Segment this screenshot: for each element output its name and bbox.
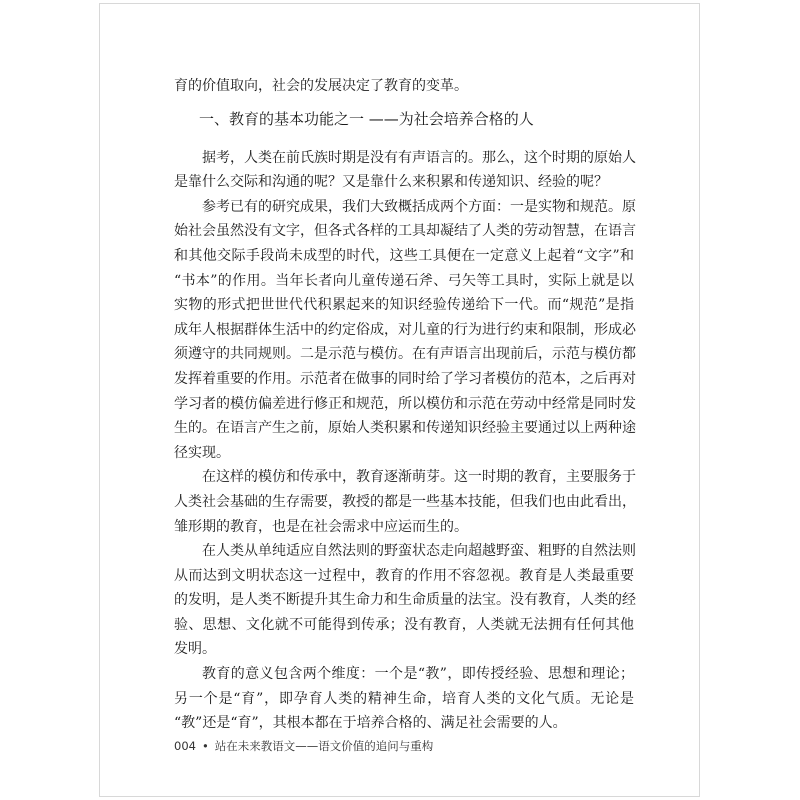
text-line: 径实现。 <box>174 444 230 461</box>
text-line: 学习者的模仿偏差进行修正和规范，所以模仿和示范在劳动中经常是同时发 <box>174 395 636 412</box>
text-line: 是靠什么交际和沟通的呢？又是靠什么来积累和传递知识、经验的呢？ <box>174 174 608 191</box>
text-line: 据考，人类在前氏族时期是没有有声语言的。那么，这个时期的原始人 <box>202 149 636 166</box>
text-line: 的发明，是人类不断提升其生命力和生命质量的法宝。没有教育，人类的经 <box>174 592 636 609</box>
text-line: 和其他交际手段尚未成型的时代，这些工具便在一定意义上起着“文字”和 <box>174 247 634 264</box>
text-line: 另一个是“育”，即孕育人类的精神生命，培育人类的文化气质。无论是 <box>174 690 634 707</box>
text-line: 在人类从单纯适应自然法则的野蛮状态走向超越野蛮、粗野的自然法则 <box>202 543 636 560</box>
text-line: “教”还是“育”，其根本都在于培养合格的、满足社会需要的人。 <box>174 715 567 732</box>
text-line: 发挥着重要的作用。示范者在做事的同时给了学习者模仿的范本，之后再对 <box>174 370 636 387</box>
running-book-title: 站在未来教语文——语文价值的追问与重构 <box>214 739 434 753</box>
text-line: 人类社会基础的生存需要，教授的都是一些基本技能，但我们也由此看出， <box>174 493 636 510</box>
text-line: 始社会虽然没有文字，但各式各样的工具却凝结了人类的劳动智慧，在语言 <box>174 223 636 240</box>
text-line: 验、思想、文化就不可能得到传承；没有教育，人类就无法拥有任何其他 <box>174 616 634 633</box>
text-line: 发明。 <box>174 641 216 658</box>
text-line: 生的。在语言产生之前，原始人类积累和传递知识经验主要通过以上两种途 <box>174 420 636 437</box>
text-line: 在这样的模仿和传承中，教育逐渐萌芽。这一时期的教育，主要服务于 <box>202 469 636 486</box>
book-page <box>99 3 700 797</box>
text-line: 雏形期的教育，也是在社会需求中应运而生的。 <box>174 518 468 535</box>
paragraph <box>174 195 634 466</box>
paragraph <box>174 146 634 195</box>
paragraph <box>174 539 634 662</box>
paragraph <box>174 465 634 539</box>
text-line: 教育的意义包含两个维度：一个是“教”，即传授经验、思想和理论； <box>202 666 634 683</box>
text-line: 成年人根据群体生活中的约定俗成，对儿童的行为进行约束和限制，形成必 <box>174 321 636 338</box>
paragraph <box>174 662 634 736</box>
text-line: “书本”的作用。当年长者向儿童传递石斧、弓矢等工具时，实际上就是以 <box>174 272 634 289</box>
text-line: 参考已有的研究成果，我们大致概括成两个方面：一是实物和规范。原 <box>202 198 636 215</box>
page-number: 004 <box>174 739 196 753</box>
footer-separator: • <box>201 739 209 753</box>
page-content <box>174 74 634 736</box>
continued-text-line: 育的价值取向，社会的发展决定了教育的变革。 <box>174 78 468 94</box>
text-line: 须遵守的共同规则。二是示范与模仿。在有声语言出现前后，示范与模仿都 <box>174 346 636 363</box>
text-line: 从而达到文明状态这一过程中，教育的作用不容忽视。教育是人类最重要 <box>174 567 634 584</box>
page-footer <box>174 738 433 754</box>
section-heading: 一、教育的基本功能之一 ——为社会培养合格的人 <box>199 109 534 128</box>
text-line: 实物的形式把世世代代积累起来的知识经验传递给下一代。而“规范”是指 <box>174 297 634 314</box>
